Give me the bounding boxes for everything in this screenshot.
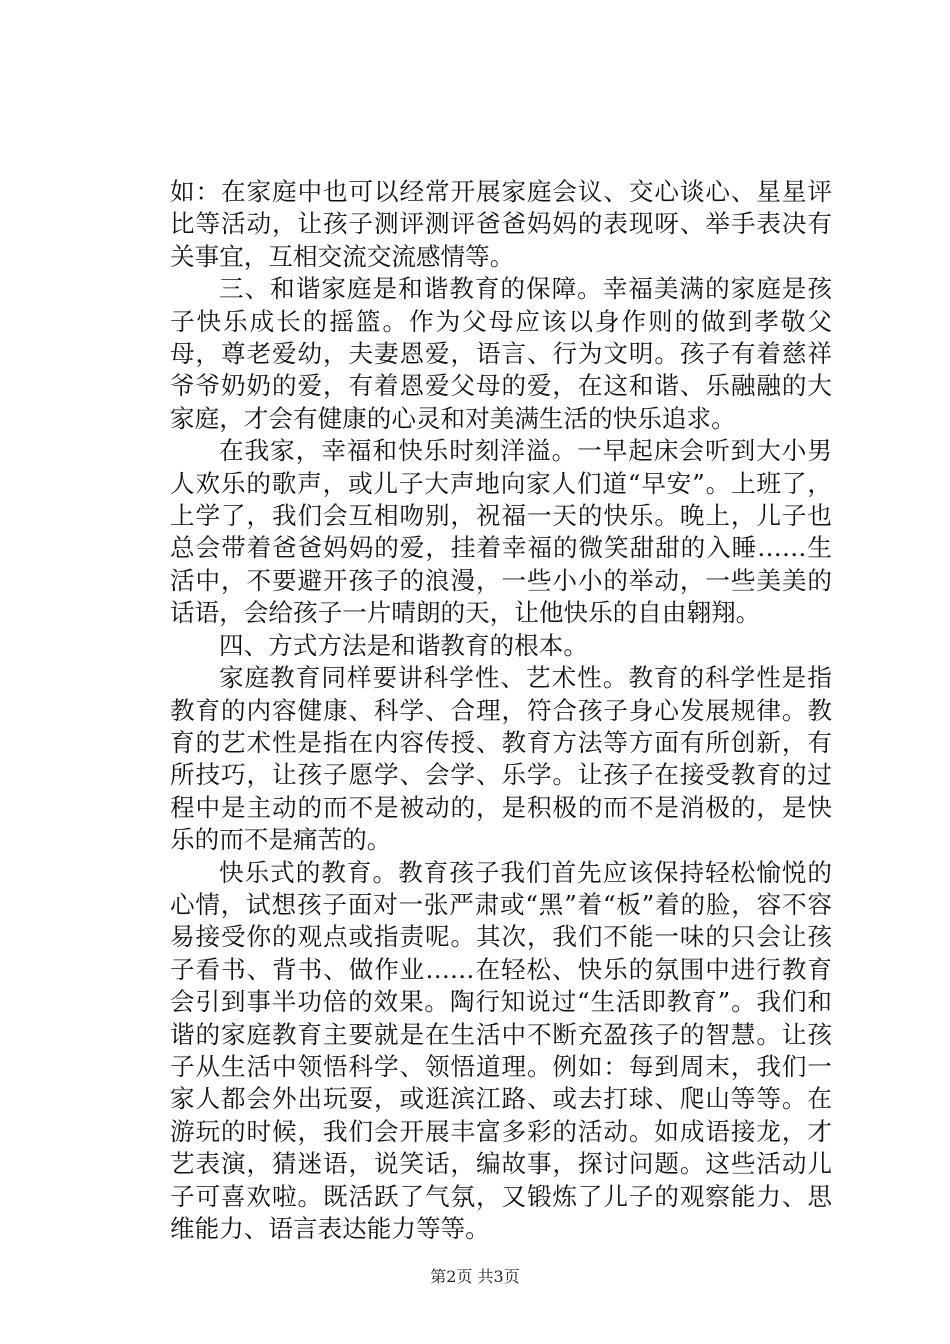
paragraph-harmonious-family: 三、和谐家庭是和谐教育的保障。幸福美满的家庭是孩子快乐成长的摇篮。作为父母应该以身作则的做到孝敬父母，尊老爱幼，夫妻恩爱，语言、行为文明。孩子有着慈祥爷爷奶奶的爱，有着恩爱父母的爱，在这和谐、乐融融的大家庭，才会有健康的心灵和对美满生活的快乐追求。 xyxy=(170,274,832,433)
paragraph-methods-heading: 四、方式方法是和谐教育的根本。 xyxy=(219,630,588,660)
paragraph-happiness-at-home: 在我家，幸福和快乐时刻洋溢。一早起床会听到大小男人欢乐的歌声，或儿子大声地向家人们道“早安”。上班了，上学了，我们会互相吻别，祝福一天的快乐。晚上，儿子也总会带着爸爸妈妈的爱，挂着幸福的微笑甜甜的入睡……生活中，不要避开孩子的浪漫，一些小小的举动，一些美美的话语，会给孩子一片晴朗的天，让他快乐的自由翱翔。 xyxy=(170,436,832,628)
paragraph-happy-education: 快乐式的教育。教育孩子我们首先应该保持轻松愉悦的心情，试想孩子面对一张严肃或“黑”着“板”着的脸，容不容易接受你的观点或指责呢。其次，我们不能一味的只会让孩子看书、背书、做作业……在轻松、快乐的氛围中进行教育会引到事半功倍的效果。陶行知说过“生活即教育”。我们和谐的家庭教育主要就是在生活中不断充盈孩子的智慧。让孩子从生活中领悟科学、领悟道理。例如：每到周末，我们一家人都会外出玩耍，或逛滨江路、或去打球、爬山等等。在游玩的时候，我们会开展丰富多彩的活动。如成语接龙，才艺表演，猜迷语，说笑话，编故事，探讨问题。这些活动儿子可喜欢啦。既活跃了气氛，又锻炼了儿子的观察能力、思维能力、语言表达能力等等。 xyxy=(170,857,832,1243)
paragraph-science-and-art: 家庭教育同样要讲科学性、艺术性。教育的科学性是指教育的内容健康、科学、合理，符合孩子身心发展规律。教育的艺术性是指在内容传授、教育方法等方面有所创新，有所技巧，让孩子愿学、会学、乐学。让孩子在接受教育的过程中是主动的而不是被动的，是积极的而不是消极的，是快乐的而不是痛苦的。 xyxy=(170,663,832,855)
document-body xyxy=(170,176,832,1245)
page-number-footer: 第2页 共3页 xyxy=(430,1267,520,1286)
paragraph-family-activities: 如：在家庭中也可以经常开展家庭会议、交心谈心、星星评比等活动，让孩子测评测评爸爸妈妈的表现呀、举手表决有关事宜，互相交流交流感情等。 xyxy=(170,177,832,271)
